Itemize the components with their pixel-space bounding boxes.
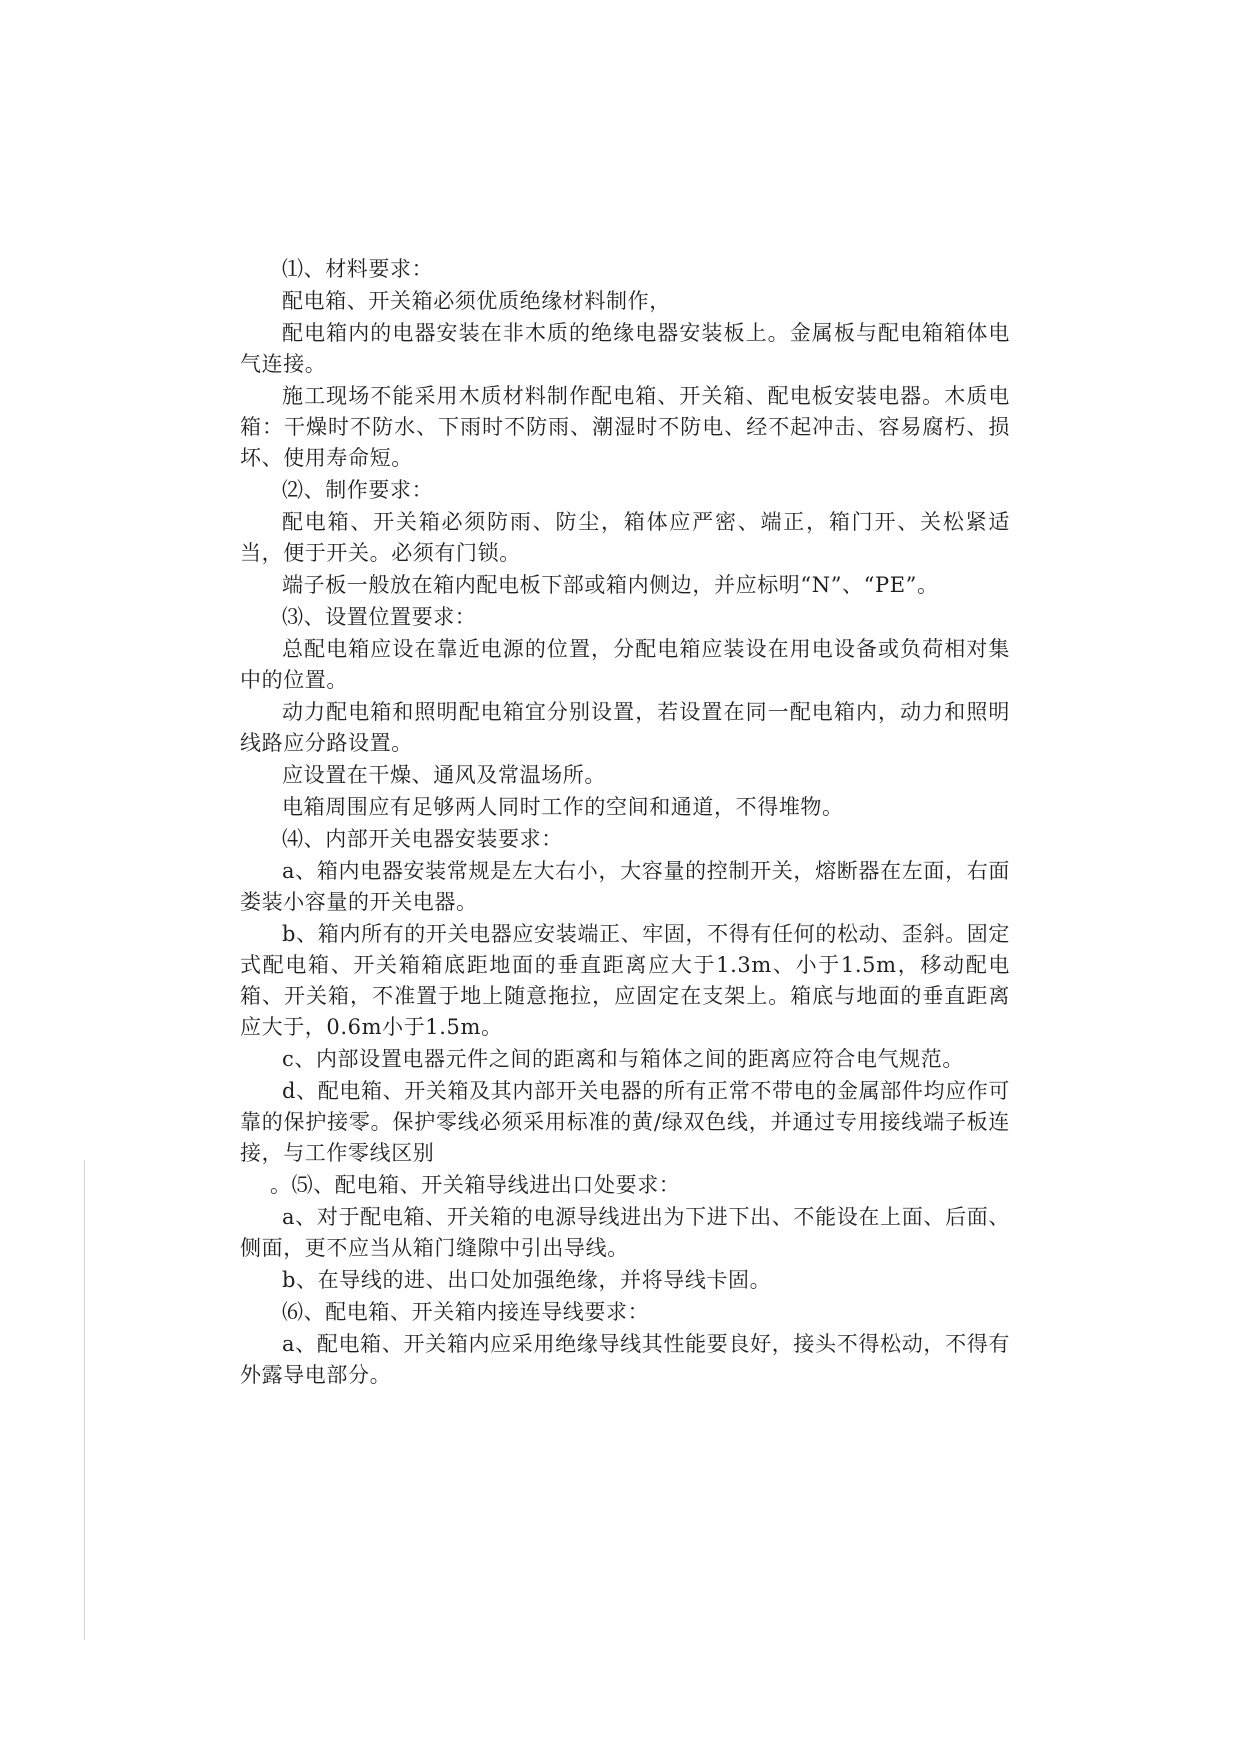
section-heading-internal-install: ⑷、内部开关电器安装要求：	[282, 827, 563, 851]
paragraph: c、内部设置电器元件之间的距离和与箱体之间的距离应符合电气规范。	[282, 1047, 964, 1071]
paragraph: 总配电箱应设在靠近电源的位置，分配电箱应装设在用电设备或负荷相对集中的位置。	[240, 637, 1010, 692]
paragraph: 配电箱、开关箱必须防雨、防尘，箱体应严密、端正，箱门开、关松紧适当，便于开关。必须有门锁。	[240, 510, 1010, 565]
scan-margin-line	[84, 1160, 85, 1640]
section-heading-wire-entry: 。⑸、配电箱、开关箱导线进出口处要求：	[270, 1173, 681, 1197]
section-heading-materials: ⑴、材料要求：	[282, 257, 434, 281]
paragraph: b、箱内所有的开关电器应安装端正、牢固，不得有任何的松动、歪斜。固定式配电箱、开关箱箱底距地面的垂直距离应大于1.3m、小于1.5m，移动配电箱、开关箱，不准置于地上随意拖拉，应固定在支架上。箱底与地面的垂直距离应大于，0.6m小于1.5m。	[240, 922, 1010, 1039]
paragraph: 配电箱、开关箱必须优质绝缘材料制作，	[282, 289, 671, 313]
paragraph: 端子板一般放在箱内配电板下部或箱内侧边，并应标明“N”、“PE”。	[282, 573, 939, 597]
paragraph: a、箱内电器安装常规是左大右小，大容量的控制开关，熔断器在左面，右面娄装小容量的开关电器。	[240, 859, 1010, 914]
section-heading-internal-wiring: ⑹、配电箱、开关箱内接连导线要求：	[282, 1300, 650, 1324]
section-heading-fabrication: ⑵、制作要求：	[282, 478, 434, 502]
paragraph: 施工现场不能采用木质材料制作配电箱、开关箱、配电板安装电器。木质电箱：干燥时不防水、下雨时不防雨、潮湿时不防电、经不起冲击、容易腐朽、损坏、使用寿命短。	[240, 384, 1010, 470]
paragraph: b、在导线的进、出口处加强绝缘，并将导线卡固。	[282, 1268, 772, 1292]
paragraph: 电箱周围应有足够两人同时工作的空间和通道，不得堆物。	[282, 795, 844, 819]
section-heading-location: ⑶、设置位置要求：	[282, 605, 477, 629]
paragraph: a、配电箱、开关箱内应采用绝缘导线其性能要良好，接头不得松动，不得有外露导电部分。	[240, 1332, 1010, 1387]
document-body	[240, 254, 1010, 1392]
paragraph: 配电箱内的电器安装在非木质的绝缘电器安装板上。金属板与配电箱箱体电气连接。	[240, 321, 1010, 376]
paragraph: 应设置在干燥、通风及常温场所。	[282, 763, 606, 787]
paragraph: a、对于配电箱、开关箱的电源导线进出为下进下出、不能设在上面、后面、侧面，更不应当从箱门缝隙中引出导线。	[240, 1205, 1010, 1260]
paragraph: d、配电箱、开关箱及其内部开关电器的所有正常不带电的金属部件均应作可靠的保护接零。保护零线必须采用标准的黄/绿双色线，并通过专用接线端子板连接，与工作零线区别	[240, 1079, 1010, 1165]
paragraph: 动力配电箱和照明配电箱宜分别设置，若设置在同一配电箱内，动力和照明线路应分路设置。	[240, 700, 1010, 755]
